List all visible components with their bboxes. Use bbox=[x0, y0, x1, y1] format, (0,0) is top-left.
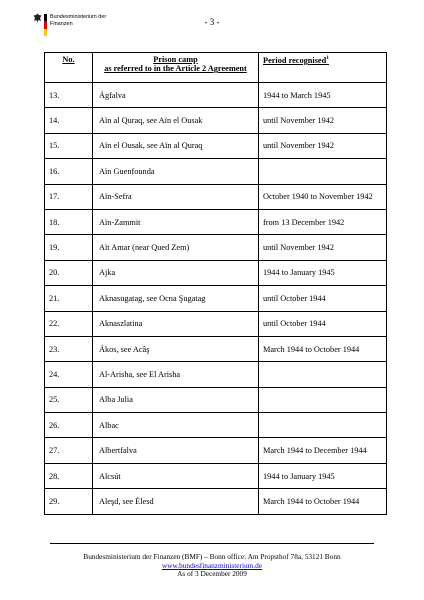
period-recognised: until November 1942 bbox=[259, 235, 387, 260]
column-header-no: No. bbox=[45, 53, 93, 83]
period-recognised: March 1944 to December 1944 bbox=[259, 438, 387, 463]
period-recognised: until October 1944 bbox=[259, 286, 387, 311]
table-row bbox=[45, 362, 387, 387]
period-recognised: March 1944 to October 1944 bbox=[259, 489, 387, 514]
table-row bbox=[45, 83, 387, 108]
table-row bbox=[45, 286, 387, 311]
table-row bbox=[45, 311, 387, 336]
period-recognised bbox=[259, 413, 387, 438]
row-number: 17. bbox=[45, 184, 93, 209]
camp-name: Albac bbox=[93, 413, 259, 438]
row-number: 25. bbox=[45, 387, 93, 412]
prison-camp-table bbox=[44, 52, 387, 515]
row-number: 29. bbox=[45, 489, 93, 514]
row-number: 16. bbox=[45, 159, 93, 184]
camp-name: Aknaszlatina bbox=[93, 311, 259, 336]
camp-name: Al-Arisha, see El Arisha bbox=[93, 362, 259, 387]
table-row bbox=[45, 209, 387, 234]
column-header-period bbox=[259, 53, 387, 83]
row-number: 19. bbox=[45, 235, 93, 260]
ministry-name: Bundesministerium der Finanzen bbox=[50, 14, 107, 27]
row-number: 21. bbox=[45, 286, 93, 311]
column-header-camp-line1: Prison camp bbox=[153, 55, 198, 64]
period-recognised: March 1944 to October 1944 bbox=[259, 336, 387, 361]
table-row bbox=[45, 387, 387, 412]
row-number: 23. bbox=[45, 336, 93, 361]
table-row bbox=[45, 235, 387, 260]
period-recognised bbox=[259, 387, 387, 412]
period-recognised: until November 1942 bbox=[259, 108, 387, 133]
period-recognised bbox=[259, 362, 387, 387]
period-recognised: 1944 to January 1945 bbox=[259, 260, 387, 285]
camp-name: Aïn-Sefra bbox=[93, 184, 259, 209]
table-row bbox=[45, 184, 387, 209]
camp-name: Aïn-Zammit bbox=[93, 209, 259, 234]
footnote-marker: 1 bbox=[326, 55, 329, 61]
table-row bbox=[45, 336, 387, 361]
camp-name: Aïn el Ousak, see Aïn al Quraq bbox=[93, 133, 259, 158]
camp-name: Aleşd, see Élesd bbox=[93, 489, 259, 514]
page-number: - 3 - bbox=[204, 17, 220, 27]
camp-name: Albertfalva bbox=[93, 438, 259, 463]
row-number: 26. bbox=[45, 413, 93, 438]
period-recognised bbox=[259, 159, 387, 184]
period-recognised: from 13 December 1942 bbox=[259, 209, 387, 234]
period-recognised: 1944 to January 1945 bbox=[259, 463, 387, 488]
column-header-period-label: Period recognised bbox=[263, 55, 327, 65]
table-row bbox=[45, 159, 387, 184]
row-number: 27. bbox=[45, 438, 93, 463]
row-number: 13. bbox=[45, 83, 93, 108]
table-row bbox=[45, 489, 387, 514]
row-number: 22. bbox=[45, 311, 93, 336]
table-row bbox=[45, 108, 387, 133]
table-row bbox=[45, 260, 387, 285]
table-row bbox=[45, 438, 387, 463]
camp-name: Aknasugatag, see Ocna Şugatag bbox=[93, 286, 259, 311]
camp-name: Ajka bbox=[93, 260, 259, 285]
row-number: 20. bbox=[45, 260, 93, 285]
camp-name: Ákos, see Acâş bbox=[93, 336, 259, 361]
row-number: 14. bbox=[45, 108, 93, 133]
page-footer bbox=[0, 553, 424, 579]
camp-name: Alba Julia bbox=[93, 387, 259, 412]
camp-name: Aït Amar (near Qued Zem) bbox=[93, 235, 259, 260]
camp-name: Alcsút bbox=[93, 463, 259, 488]
period-recognised: until October 1944 bbox=[259, 311, 387, 336]
column-header-camp-line2: as referred to in the Article 2 Agreement bbox=[104, 64, 247, 73]
footer-date: As of 3 December 2009 bbox=[177, 569, 247, 579]
camp-name: Ágfalva bbox=[93, 83, 259, 108]
row-number: 18. bbox=[45, 209, 93, 234]
camp-name: Aïn al Quraq, see Aïn el Ousak bbox=[93, 108, 259, 133]
table-header-row bbox=[45, 53, 387, 83]
column-header-camp bbox=[93, 53, 259, 83]
period-recognised: 1944 to March 1945 bbox=[259, 83, 387, 108]
camp-name: Aïn Guenfounda bbox=[93, 159, 259, 184]
footer-website-link[interactable]: www.bundesfinanzministerium.de bbox=[161, 560, 263, 570]
footer-address: Bundesministerium der Finanzen (BMF) – Bonn office: Am Propsthof 78a, 53121 Bonn bbox=[83, 552, 341, 561]
table-row bbox=[45, 463, 387, 488]
row-number: 15. bbox=[45, 133, 93, 158]
row-number: 24. bbox=[45, 362, 93, 387]
period-recognised: until November 1942 bbox=[259, 133, 387, 158]
period-recognised: October 1940 to November 1942 bbox=[259, 184, 387, 209]
footer-divider bbox=[50, 543, 374, 544]
row-number: 28. bbox=[45, 463, 93, 488]
table-row bbox=[45, 133, 387, 158]
table-row bbox=[45, 413, 387, 438]
